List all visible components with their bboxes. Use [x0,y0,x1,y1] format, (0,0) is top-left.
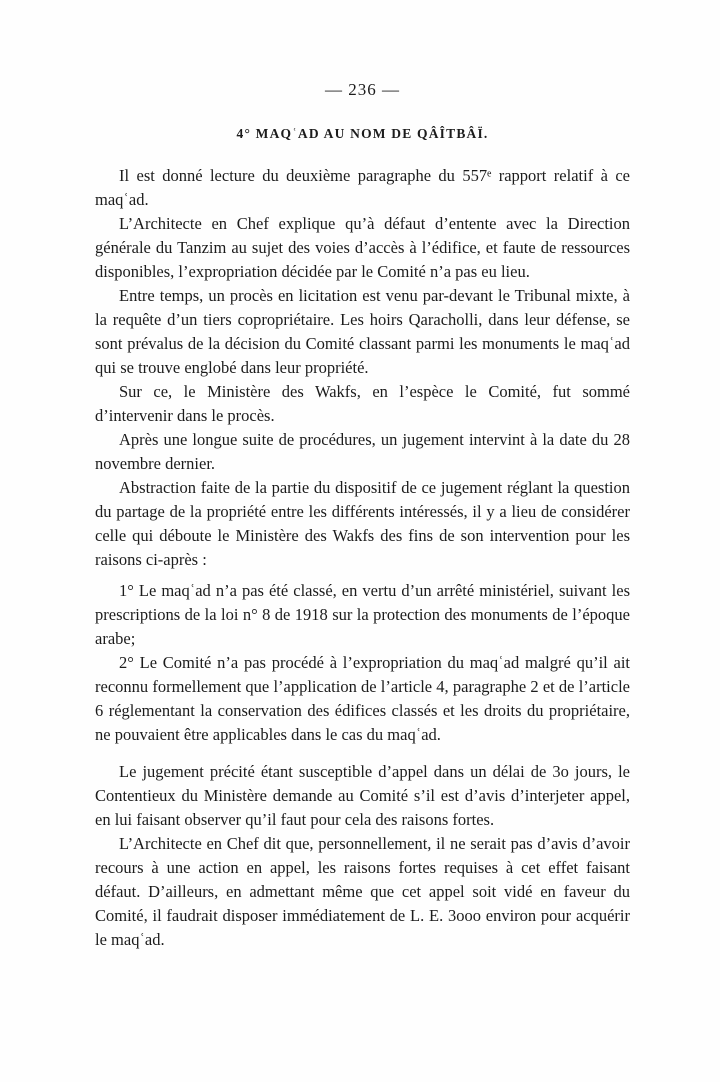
paragraph: Après une longue suite de procédures, un jugement intervint à la date du 28 novembre dernier. [95,430,630,473]
paragraph: Il est donné lecture du deuxième paragraphe du 557ᵉ rapport relatif à ce maqʿad. [95,166,630,209]
paragraph: Entre temps, un procès en licitation est venu par-devant le Tribunal mixte, à la requête d’un tiers copropriétaire. Les hoirs Qaracholli, dans leur défense, se sont prévalus de la décision du Comité classant parmi les monuments le maqʿad qui se trouve englobé dans leur propriété. [95,286,630,377]
paragraph: L’Architecte en Chef dit que, personnellement, il ne serait pas d’avis d’avoir recours à une action en appel, les raisons fortes requises à cet effet faisant défaut. D’ailleurs, en admettant même que cet appel soit vidé en faveur du Comité, il faudrait disposer immédiatement de L. E. 3ooo environ pour acquérir le maqʿad. [95,834,630,949]
page-number: — 236 — [325,80,400,99]
paragraph-item-1: 1° Le maqʿad n’a pas été classé, en vertu d’un arrêté ministériel, suivant les prescriptions de la loi n° 8 de 1918 sur la protection des monuments de l’époque arabe; [95,581,630,648]
paragraph: Sur ce, le Ministère des Wakfs, en l’espèce le Comité, fut sommé d’intervenir dans le procès. [95,382,630,425]
paragraph: Le jugement précité étant susceptible d’appel dans un délai de 3o jours, le Contentieux du Ministère demande au Comité s’il est d’avis d’interjeter appel, en lui faisant observer qu’il faut pour cela des raisons fortes. [95,762,630,829]
paragraph: Abstraction faite de la partie du dispositif de ce jugement réglant la question du partage de la propriété entre les différents intéressés, il y a lieu de considérer celle qui déboute le Ministère des Wakfs des fins de son intervention pour les raisons ci-après : [95,478,630,569]
page-body [95,164,630,952]
section-heading: 4° MAQʿAD AU NOM DE QÂÎTBÂÏ. [236,126,489,141]
paragraph: L’Architecte en Chef explique qu’à défaut d’entente avec la Direction générale du Tanzim au sujet des voies d’accès à l’édifice, et faute de ressources disponibles, l’expropriation décidée par le Comité n’a pas eu lieu. [95,214,630,281]
paragraph-item-2: 2° Le Comité n’a pas procédé à l’expropriation du maqʿad malgré qu’il ait reconnu formellement que l’application de l’article 4, paragraphe 2 et de l’article 6 réglementant la conservation des édifices classés et les droits du propriétaire, ne pouvaient être applicables dans le cas du maqʿad. [95,653,630,744]
